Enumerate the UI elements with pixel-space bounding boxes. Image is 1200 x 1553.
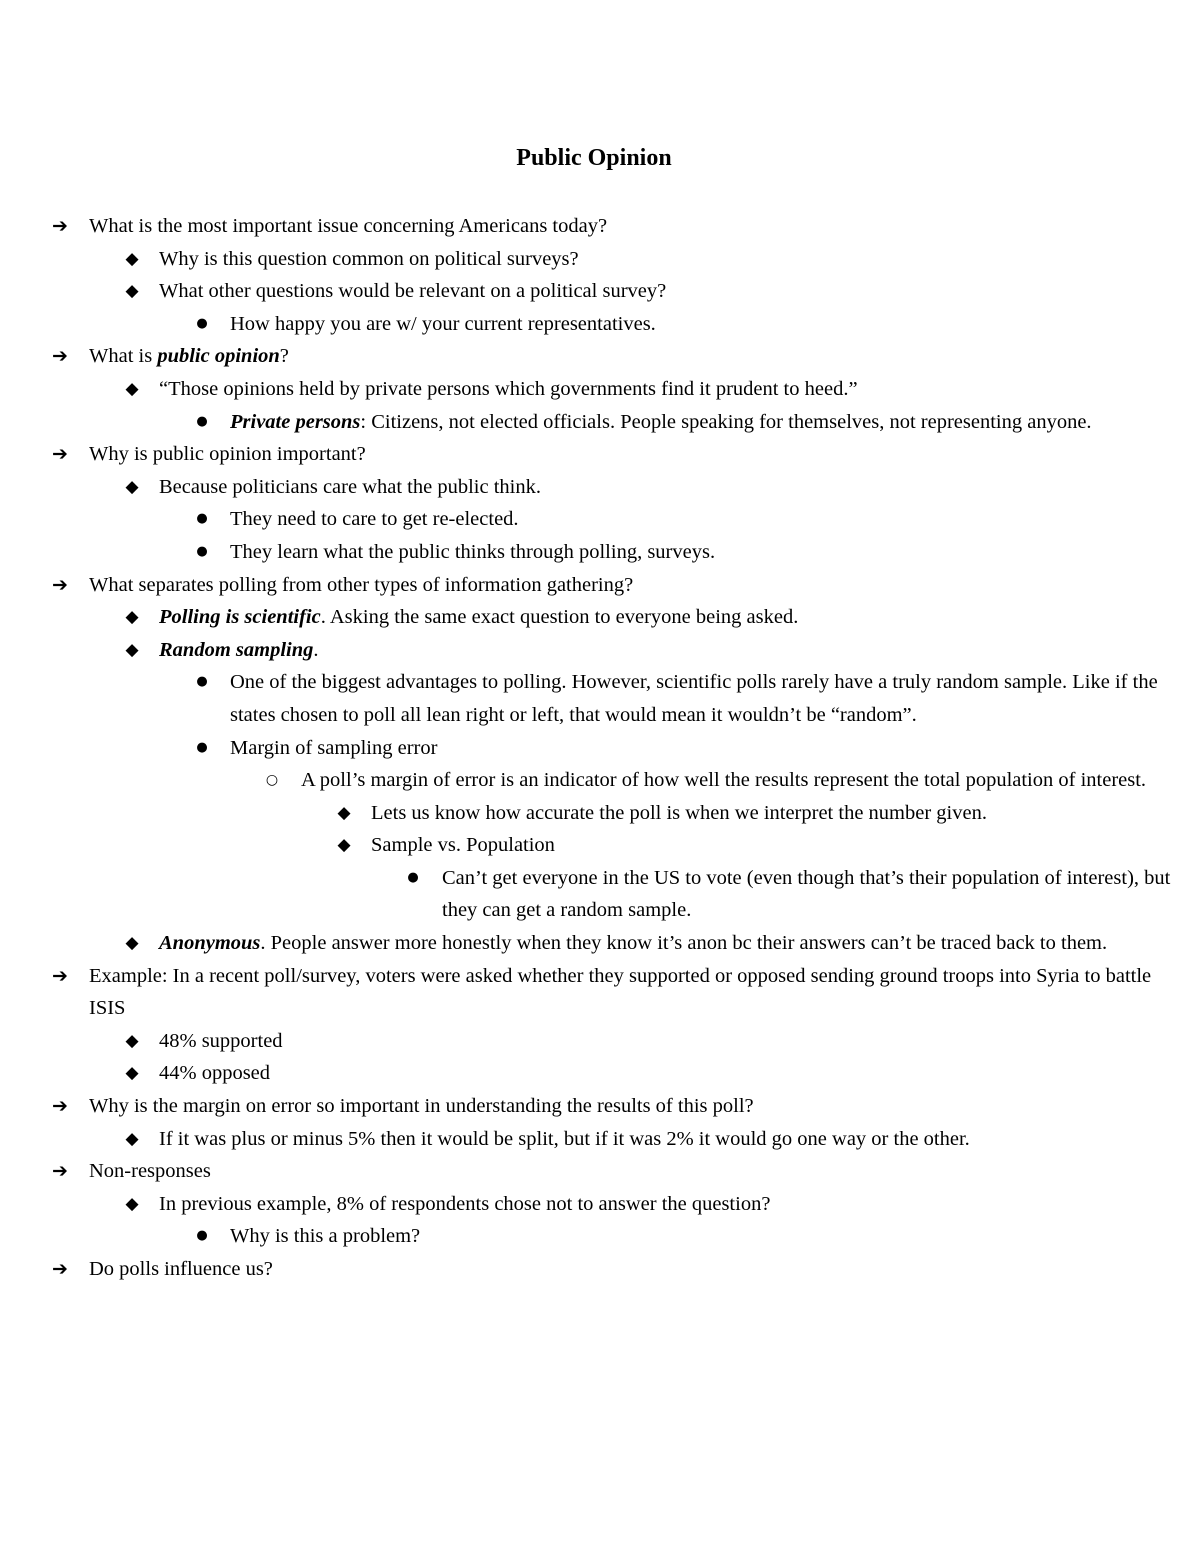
text-segment: . People answer more honestly when they know it’s anon bc their answers can’t be traced back to them. bbox=[260, 932, 1108, 955]
diamond-bullet-icon: ◆ bbox=[337, 835, 351, 856]
outline-item-text bbox=[159, 248, 579, 270]
text-segment: In previous example, 8% of respondents chose not to answer the question? bbox=[159, 1192, 771, 1215]
outline-item-text bbox=[371, 802, 987, 824]
text-segment: They learn what the public thinks through polling, surveys. bbox=[230, 540, 716, 563]
emphasized-term: Anonymous bbox=[159, 932, 261, 955]
outline-item-level-1 bbox=[0, 1155, 1200, 1188]
dot-bullet-icon: ● bbox=[196, 511, 208, 527]
diamond-bullet-icon: ◆ bbox=[337, 802, 351, 823]
dot-bullet-icon: ● bbox=[196, 543, 208, 559]
outline-item-level-2 bbox=[0, 1188, 1200, 1221]
arrow-bullet-icon: ➔ bbox=[52, 1258, 68, 1280]
text-segment: They need to care to get re-elected. bbox=[230, 508, 519, 531]
outline-item-level-3 bbox=[0, 536, 1200, 569]
outline-item-text bbox=[89, 345, 289, 367]
outline-item-text bbox=[159, 1193, 770, 1215]
text-segment: If it was plus or minus 5% then it would be split, but if it was 2% it would go one way or the other. bbox=[159, 1127, 970, 1150]
text-segment: : Citizens, not elected officials. People speaking for themselves, not representing anyone. bbox=[360, 410, 1092, 433]
outline-item-text bbox=[230, 508, 519, 530]
outline-item-level-2 bbox=[0, 243, 1200, 276]
outline-item-text bbox=[230, 671, 1158, 726]
text-segment: Why is this question common on political surveys? bbox=[159, 247, 579, 270]
text-segment: What separates polling from other types of information gathering? bbox=[89, 573, 634, 596]
text-segment: Lets us know how accurate the poll is when we interpret the number given. bbox=[371, 801, 987, 824]
outline-item-text bbox=[159, 1062, 270, 1084]
diamond-bullet-icon: ◆ bbox=[125, 248, 139, 269]
outline-item-text bbox=[159, 378, 858, 400]
diamond-bullet-icon: ◆ bbox=[125, 607, 139, 628]
arrow-bullet-icon: ➔ bbox=[52, 443, 68, 466]
outline-item-level-2 bbox=[0, 634, 1200, 667]
arrow-bullet-icon: ➔ bbox=[52, 1160, 68, 1183]
dot-bullet-icon: ● bbox=[196, 674, 208, 690]
outline-item-text bbox=[159, 1128, 970, 1150]
text-segment: . Asking the same exact question to everyone being asked. bbox=[320, 606, 799, 629]
diamond-bullet-icon: ◆ bbox=[125, 1030, 139, 1051]
diamond-bullet-icon: ◆ bbox=[125, 1063, 139, 1084]
outline-item-level-1 bbox=[0, 1090, 1200, 1123]
text-segment: How happy you are w/ your current representatives. bbox=[230, 312, 656, 335]
emphasized-term: Private persons bbox=[230, 410, 361, 433]
dot-bullet-icon: ● bbox=[407, 869, 419, 885]
outline-item-level-3 bbox=[0, 308, 1200, 341]
outline-item-text bbox=[159, 280, 666, 302]
outline-item-level-5 bbox=[0, 797, 1200, 830]
text-segment: Because politicians care what the public think. bbox=[159, 475, 541, 498]
text-segment: Why is this a problem? bbox=[230, 1225, 421, 1248]
dot-bullet-icon: ● bbox=[196, 1228, 208, 1244]
text-segment: Non-responses bbox=[89, 1160, 211, 1183]
outline-item-text bbox=[159, 932, 1107, 954]
diamond-bullet-icon: ◆ bbox=[125, 476, 139, 497]
outline-item-level-2 bbox=[0, 275, 1200, 308]
diamond-bullet-icon: ◆ bbox=[125, 378, 139, 399]
text-segment: Sample vs. Population bbox=[371, 834, 555, 857]
text-segment: Example: In a recent poll/survey, voters were asked whether they supported or opposed sending ground troops into Syria to battle ISIS bbox=[89, 964, 1152, 1020]
dot-bullet-icon: ● bbox=[196, 315, 208, 331]
outline-list bbox=[0, 210, 1200, 1286]
outline-item-level-2 bbox=[0, 927, 1200, 960]
outline-item-text bbox=[371, 834, 555, 856]
diamond-bullet-icon: ◆ bbox=[125, 933, 139, 954]
outline-item-level-3 bbox=[0, 503, 1200, 536]
outline-item-text bbox=[89, 215, 607, 237]
text-segment: What other questions would be relevant on a political survey? bbox=[159, 280, 667, 303]
outline-item-text bbox=[301, 769, 1146, 791]
outline-item-text bbox=[159, 476, 541, 498]
outline-item-text bbox=[89, 965, 1151, 1020]
arrow-bullet-icon: ➔ bbox=[52, 573, 68, 596]
outline-item-text bbox=[89, 574, 633, 596]
outline-item-text bbox=[89, 1095, 754, 1117]
diamond-bullet-icon: ◆ bbox=[125, 281, 139, 302]
arrow-bullet-icon: ➔ bbox=[52, 345, 68, 368]
arrow-bullet-icon: ➔ bbox=[52, 1095, 68, 1118]
outline-item-level-3 bbox=[0, 406, 1200, 439]
outline-item-level-2 bbox=[0, 373, 1200, 406]
text-segment: A poll’s margin of error is an indicator of how well the results represent the total population of interest. bbox=[301, 769, 1147, 792]
text-segment: Why is the margin on error so important in understanding the results of this poll? bbox=[89, 1095, 754, 1118]
outline-item-text bbox=[230, 313, 656, 335]
outline-item-level-3 bbox=[0, 1220, 1200, 1253]
outline-item-level-1 bbox=[0, 1253, 1200, 1286]
outline-item-level-2 bbox=[0, 1123, 1200, 1156]
text-segment: “Those opinions held by private persons which governments find it prudent to heed.” bbox=[159, 377, 858, 400]
diamond-bullet-icon: ◆ bbox=[125, 1128, 139, 1149]
text-segment: . bbox=[313, 638, 319, 661]
outline-item-level-1 bbox=[0, 438, 1200, 471]
outline-item-level-2 bbox=[0, 1057, 1200, 1090]
outline-item-text bbox=[230, 1225, 420, 1247]
emphasized-term: Random sampling bbox=[159, 638, 314, 661]
text-segment: What is bbox=[89, 345, 158, 368]
emphasized-term: Polling is scientific bbox=[159, 606, 321, 629]
text-segment: Margin of sampling error bbox=[230, 736, 438, 759]
text-segment: One of the biggest advantages to polling. However, scientific polls rarely have a truly random sample. Like if the states chosen to poll all lean right or left, that would mean it wouldn’t be “random”. bbox=[230, 671, 1158, 726]
emphasized-term: public opinion bbox=[157, 345, 280, 368]
text-segment: 44% opposed bbox=[159, 1062, 271, 1085]
outline-item-text bbox=[159, 606, 798, 628]
outline-item-text bbox=[230, 737, 437, 759]
outline-item-level-1 bbox=[0, 960, 1200, 1025]
outline-item-text bbox=[89, 443, 366, 465]
outline-item-level-1 bbox=[0, 569, 1200, 602]
outline-item-text bbox=[442, 867, 1170, 922]
outline-item-level-2 bbox=[0, 471, 1200, 504]
diamond-bullet-icon: ◆ bbox=[125, 1193, 139, 1214]
diamond-bullet-icon: ◆ bbox=[125, 639, 139, 660]
arrow-bullet-icon: ➔ bbox=[52, 215, 68, 237]
outline-item-text bbox=[230, 541, 715, 563]
outline-item-level-3 bbox=[0, 732, 1200, 765]
outline-item-text bbox=[89, 1258, 273, 1280]
outline-item-level-4 bbox=[0, 764, 1200, 797]
outline-item-text bbox=[230, 411, 1092, 433]
outline-item-text bbox=[89, 1160, 211, 1182]
outline-item-level-5 bbox=[0, 829, 1200, 862]
dot-bullet-icon: ● bbox=[196, 739, 208, 755]
outline-item-level-1 bbox=[0, 210, 1200, 243]
dot-bullet-icon: ● bbox=[196, 413, 208, 429]
outline-item-level-2 bbox=[0, 1025, 1200, 1058]
outline-item-level-6 bbox=[0, 862, 1200, 927]
text-segment: Do polls influence us? bbox=[89, 1258, 273, 1280]
outline-item-level-1 bbox=[0, 340, 1200, 373]
text-segment: ? bbox=[279, 345, 289, 368]
outline-item-level-3 bbox=[0, 666, 1200, 731]
circle-bullet-icon: ○ bbox=[265, 772, 279, 789]
outline-item-text bbox=[159, 1030, 283, 1052]
text-segment: Can’t get everyone in the US to vote (even though that’s their population of interest), but they can get a random sample. bbox=[442, 866, 1171, 922]
page-title: Public Opinion bbox=[516, 145, 672, 171]
text-segment: Why is public opinion important? bbox=[89, 443, 366, 466]
text-segment: 48% supported bbox=[159, 1029, 283, 1052]
arrow-bullet-icon: ➔ bbox=[52, 964, 68, 987]
outline-item-level-2 bbox=[0, 601, 1200, 634]
outline-item-text bbox=[159, 639, 319, 661]
text-segment: What is the most important issue concerning Americans today? bbox=[89, 215, 608, 237]
